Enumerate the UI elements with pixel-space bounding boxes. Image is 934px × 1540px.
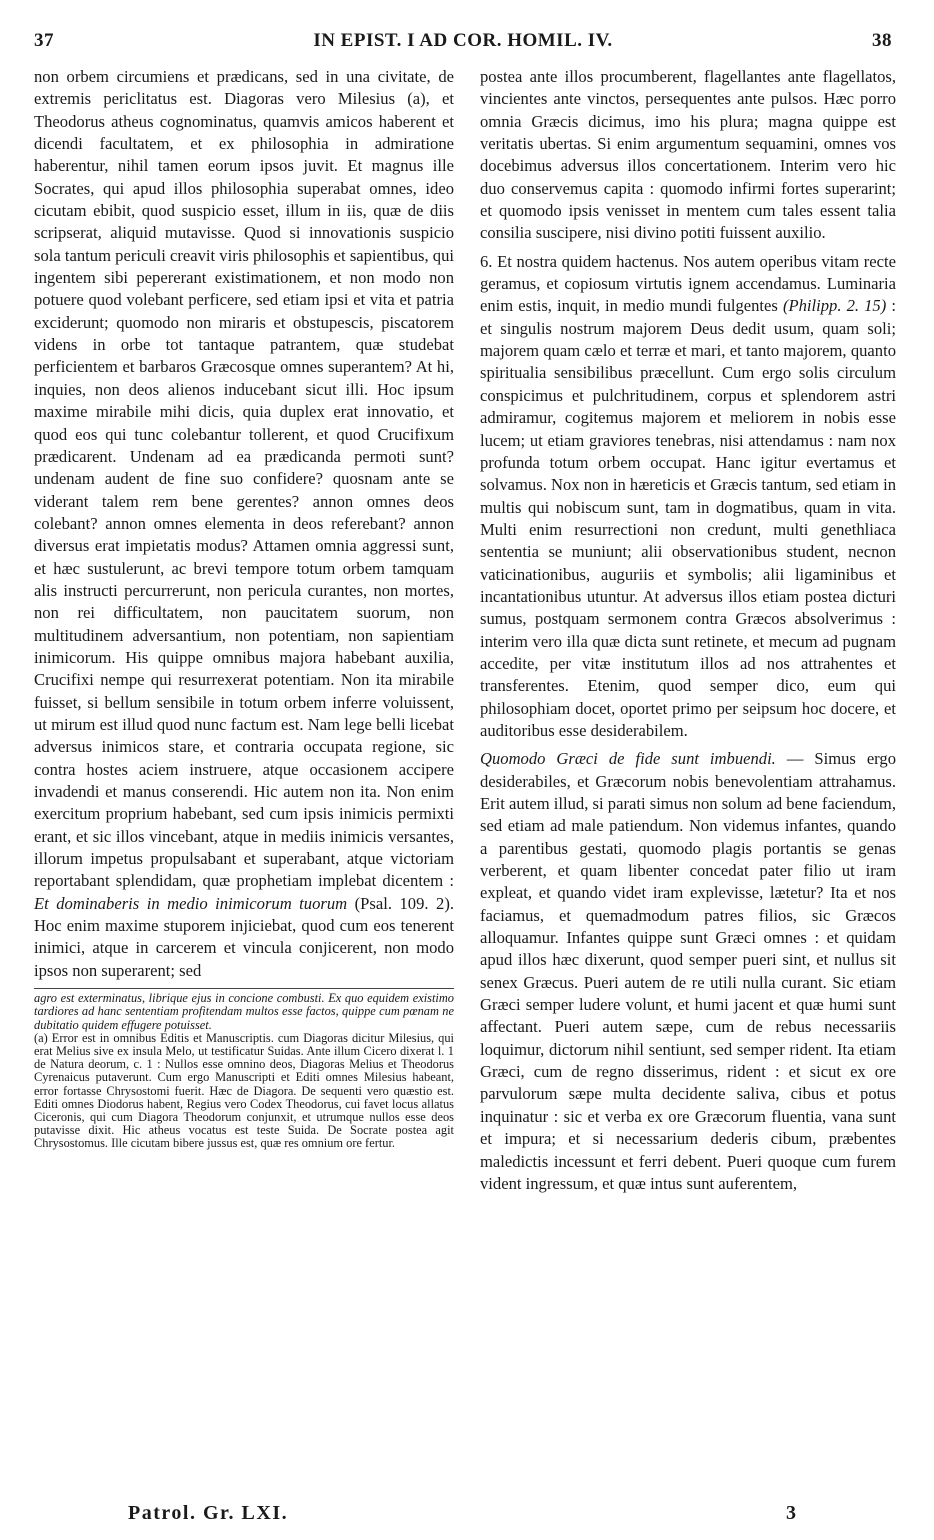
page-number-left: 37: [34, 30, 54, 51]
right-paragraph-3: [480, 748, 896, 1195]
left-column-text: [34, 66, 454, 982]
page-header: [34, 30, 892, 64]
right-column: [480, 66, 896, 1195]
psalm-quote: Et dominaberis in medio inimicorum tuorum: [34, 893, 348, 913]
signature-mark-left: Patrol. Gr. LXI.: [128, 1502, 289, 1524]
right-paragraph-2-rest: : et singulis nostrum majorem Deus dedit usum, quam soli; majorem quam cælo et terræ et mari, et tanto majorem, quanto spiritualia sensibilibus præcellunt. Cum ergo solis circulum conspicimus et pulchritudinem, corpus et splendorem astri admiramur, cogitemus majorem et meliorem in nobis esse lucem; ut etiam graviores tenebras, nisi attendamus : nam nox profunda totum orbem occupat. Hanc igitur evertamus et solvamus. Nox non in hæreticis et Græcis tantum, sed etiam in multis qui nobiscum sunt, tam in dogmatibus, quam in vita. Multi enim resurrectioni non credunt, multi genethliaca sententia se muniunt; alii observationibus student, necnon vaticinationibus, auguriis et symbolis; alii ligaminibus et incantationibus utuntur. At adversus illos etiam postea dicturi sumus, postquam sermonem contra Græcos absolverimus : interim vero illa quæ dicta sunt retinete, et mecum ad pugnam accedite, per vitæ institutum illos ad nos attrahentes et transferentes. Etenim, quod semper dico, eum qui philosophiam docet, oportet primo per seipsum hoc docere, et auditoribus esse desiderabilem.: [480, 296, 896, 740]
right-paragraph-3-text: — Simus ergo desiderabiles, et Græcorum nobis benevolentiam attrahamus. Erit autem illud, si parati simus non solum ad bene faciendum, sed etiam ad male patiendum. Non videmus infantes, quando a parentibus gestati, quomodo plagis portantis se genas verberent, et quam libenter concedat pater filio ut iram expleat, et quando videt iram explevisse, lætetur? Ita et nos faciamus, et quemadmodum patres filios, sic Græcos alloquamur. Infantes quippe sunt Græci omnes : et quidam apud illos hæc dixerunt, quod semper pueri sint, et nullus sit senex Græcus. Pueri autem de re utili nulla curant. Sic etiam Græci semper ludere volunt, et humi jacent et quæ humi sunt affectant. Pueri autem sæpe, cum de rebus necessariis loquimur, dictorum nihil sentiunt, sed semper rident. Ita etiam Græci, cum de regno disserimus, rident : et sicut ex ore parvulorum sæpe multa decidente saliva, cibus et potus inquinatur : sic et verba ex ore Græcorum fluentia, vana sunt et impura; et si necessarium dederis cibum, præbentes maledictis incessunt et ferri debent. Pueri quoque cum furem vident ingressum, et quæ intus sunt auferentem,: [480, 749, 897, 1193]
left-paragraph-end: Hoc enim maxime stuporem injiciebat, quod cum eos tenerent inimici, atque in carcerem et vincula conjicerent, non modo ipsos non superarent; sed: [34, 916, 454, 980]
philippians-reference: (Philipp. 2. 15): [782, 296, 887, 316]
footnotes: [34, 988, 454, 1150]
signature-mark-right: 3: [786, 1502, 798, 1524]
right-paragraph-1: postea ante illos procumberent, flagellantes ante flagellatos, vincientes ante vinctos, persequentes ante pulsos. Hæc porro omnia Græcis dicimus, imo his plura; magna quippe est veritatis ubertas. Si enim argumentum sequamini, omnes vos docebimus adversus illos concertationem. Interim vero hic duo conservemus capita : quomodo infirmi fortes superarint; et quomodo ipsis venisset in mentem cum tales essent talia consilia suscipere, nisi divino potiti fuissent auxilio.: [480, 67, 896, 243]
left-column: [34, 66, 454, 1151]
running-title: IN EPIST. I AD COR. HOMIL. IV.: [313, 30, 613, 51]
right-paragraph-2: [480, 251, 896, 743]
left-paragraph: non orbem circumiens et prædicans, sed in una civitate, de extremis periclitatus est. Diagoras vero Milesius (a), et Theodorus atheus cognominatus, quamvis amicos haberent et dicendi facultatem, et ex philosophia in admiratione haberentur, nihil tamen eorum ipsos juvit. Et magnus ille Socrates, qui apud illos philosophia superabat omnes, ideo cicutam ebibit, quod suspicio esset, illum in iis, quæ de diis scripserat, aliquid mutavisse. Quod si innovationis suspicio sola tantum periculi creavit viris philosophis et sapientibus, qui ingentem sibi pepererant existimationem, et non modo non potuere quod volebant perficere, sed etiam ipsi et vita et patria exciderunt; quomodo non miraris et obstupescis, piscatorem videns in orbe tot tantaque patrantem, quæ studebat perficientem et barbaros Græcosque omnes superantem? At hi, inquies, non deos alienos inducebant sicut illi. Hoc ipsum maxime mirabile mihi dicis, quia duplex erat innovatio, et quod eos qui tunc colebantur tollerent, et quod Crucifixum prædicarent. Undenam ad ea prædicanda permoti sunt? undenam audent de fine suo confidere? quosnam ante se viderant talem rem bene gerentes? annon omnes deos colebant? annon omnes elementa in deos referebant? annon diversus erat impietatis modus? Attamen omnia aggressi sunt, et hæc sustulerunt, ac brevi tempore totum orbem tamquam alis instructi percurrerunt, non pericula curantes, non mortes, non rei difficultatem, non paucitatem suorum, non multitudinem adversantium, non potentiam, non sapientiam inimicorum. His quippe omnibus majora habebant auxilia, Crucifixi nempe qui resurrexerat potentiam. Non ita mirabile fuisset, si bellum sensibile in totum orbem inferre voluissent, ut mirum est illud quod nunc factum est. Nam lege belli licebat adversus inimicos stare, et contraria occupata regione, sic contra hostes aciem instruere, atque occasionem accipere invadendi et manus conserendi. Hic autem non ita. Non enim exercitum proprium habebant, sed cum ipsis inimicis permixti erant, et sic illos vincebant, atque in mediis inimicis versantes, illorum impetus propulsabant et superabant, atque victoriam reportabant splendidam, quæ prophetiam implebat dicentem :: [34, 67, 454, 891]
psalm-reference: (Psal. 109. 2).: [354, 893, 454, 913]
page-number-right: 38: [872, 30, 892, 51]
footnote-continuation: agro est exterminatus, librique ejus in concione combusti. Ex quo equidem existimo tardiores ad hanc sententiam profitendam multos esse factos, quippe cum pœnam ne dubitatio quidem effugere potuisset.: [34, 991, 454, 1032]
section-subheading: Quomodo Græci de fide sunt imbuendi.: [480, 749, 776, 769]
right-paragraph-2-start: 6. Et nostra quidem hactenus. Nos autem operibus vitam recte geramus, et copiosum virtutis ignem accendamus. Luminaria enim estis, inquit, in medio mundi fulgentes: [480, 251, 896, 316]
footnote-a: (a) Error est in omnibus Editis et Manuscriptis. cum Diagoras dicitur Milesius, qui erat Melius sive ex insula Melo, ut testificatur Suidas. Ante illum Cicero dixerat l. 1 de Natura deorum, c. 1 : Nullos esse omnino deos, Diagoras Melius et Theodorus Cyrenaicus putaverunt. Cum ergo Manuscripti et Editi omnes Milesius habeant, error fortasse Chrysostomi fuerit. Hæc de Diagora. De sequenti vero quæstio est. Editi omnes Diodorus habent, Regius vero Codex Theodorus, cui favet locus allatus Ciceronis, qui cum Diagora Theodorum conjunxit, et utrumque nullos esse deos putavisse dixit. Hic atheus vocatus est teste Suida. De Socrate postea agit Chrysostomus. Ille cicutam bibere jussus est, quæ res omnium ore fertur.: [34, 1030, 454, 1151]
